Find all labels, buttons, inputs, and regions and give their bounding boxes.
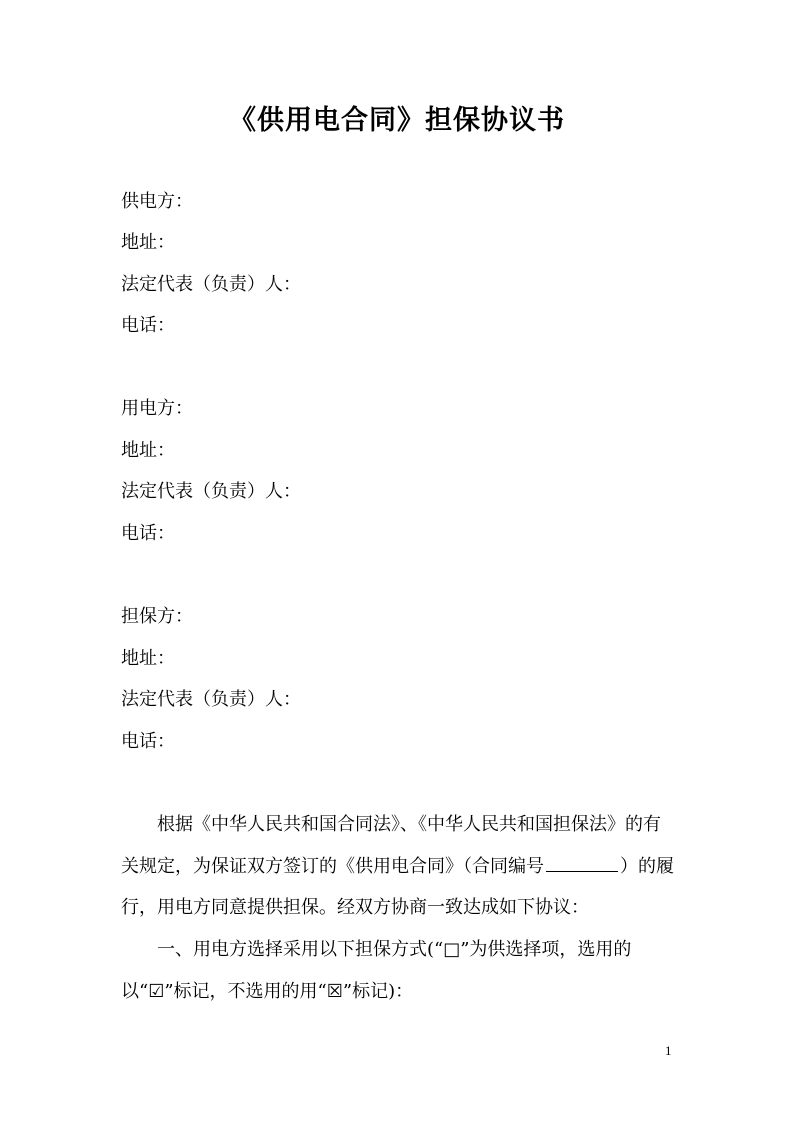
supplier-representative-label: 法定代表（负责）人： — [121, 274, 301, 295]
consumer-phone-label: 电话： — [121, 523, 175, 544]
clause-1-line-1: 一、用电方选择采用以下担保方式(“□”为供选择项，选用的 — [157, 939, 632, 960]
clause-1-paragraph — [121, 929, 681, 1012]
consumer-address-label: 地址： — [121, 440, 175, 461]
supplier-address-label: 地址： — [121, 232, 175, 253]
consumer-label: 用电方： — [121, 398, 193, 419]
intro-paragraph — [121, 804, 681, 929]
intro-line-2 — [121, 846, 681, 888]
intro-line-1: 根据《中华人民共和国合同法》、《中华人民共和国担保法》的有 — [157, 814, 661, 835]
intro-line-2-text-a: 关规定，为保证双方签订的《供用电合同》（合同编号 — [121, 855, 544, 877]
contract-number-blank[interactable] — [546, 853, 618, 872]
document-title: 《供用电合同》担保协议书 — [229, 105, 565, 136]
intro-line-2-text-b: ）的履 — [620, 855, 674, 877]
page-number: 1 — [665, 1043, 672, 1058]
consumer-representative-label: 法定代表（负责）人： — [121, 481, 301, 502]
guarantor-address-label: 地址： — [121, 648, 175, 669]
supplier-phone-label: 电话： — [121, 315, 175, 336]
supplier-label: 供电方： — [121, 191, 193, 212]
clause-1-line-2: 以“☑”标记，不选用的用“☒”标记)： — [121, 980, 414, 1002]
intro-line-3: 行，用电方同意提供担保。经双方协商一致达成如下协议： — [121, 897, 589, 918]
guarantor-phone-label: 电话： — [121, 731, 175, 752]
guarantor-representative-label: 法定代表（负责）人： — [121, 689, 301, 710]
guarantor-label: 担保方： — [121, 606, 193, 627]
